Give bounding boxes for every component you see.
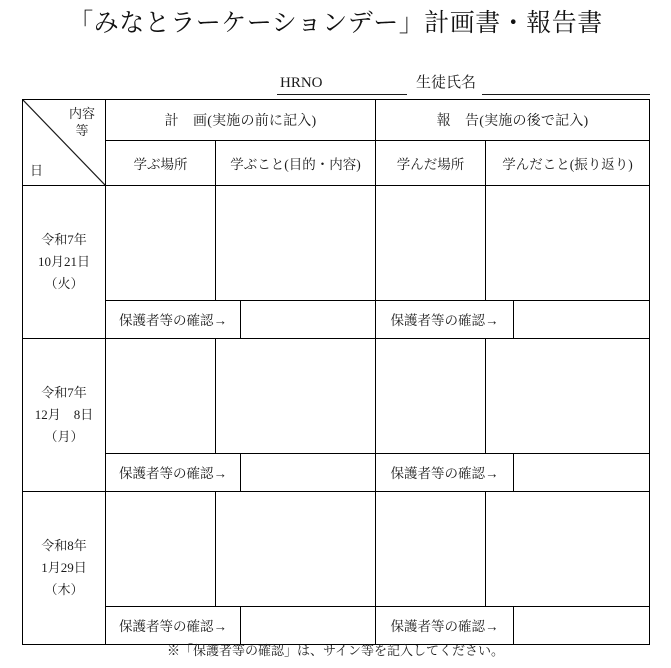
student-name-label-wrap xyxy=(416,72,482,94)
date-cell xyxy=(23,492,106,645)
sub-header-report-content: 学んだこと(振り返り) xyxy=(486,141,650,186)
guardian-sign-report[interactable] xyxy=(514,453,650,491)
guardian-confirm-label-plan: 保護者等の確認→ xyxy=(106,453,241,491)
student-name-input[interactable] xyxy=(482,72,650,95)
corner-content-line1: 内容 xyxy=(68,106,95,121)
entry-report-content[interactable] xyxy=(486,186,650,301)
corner-content-line2: 等 xyxy=(75,123,89,138)
footer-note: ※「保護者等の確認」は、サイン等を記入してください。 xyxy=(166,643,505,658)
date-line-3: （木） xyxy=(44,582,84,597)
entry-plan-place[interactable] xyxy=(106,339,216,454)
guardian-sign-plan[interactable] xyxy=(241,300,376,338)
guardian-confirm-row xyxy=(23,606,650,644)
guardian-confirm-row xyxy=(23,453,650,491)
guardian-sign-report[interactable] xyxy=(514,300,650,338)
date-line-2: 12月 8日 xyxy=(34,407,94,422)
guardian-sign-report[interactable] xyxy=(514,606,650,644)
table-row xyxy=(23,339,650,454)
date-cell xyxy=(23,339,106,492)
guardian-confirm-label-report: 保護者等の確認→ xyxy=(376,300,514,338)
date-line-1: 令和8年 xyxy=(41,538,87,553)
hrno-label: HRNO xyxy=(280,75,323,91)
sub-header-plan-place: 学ぶ場所 xyxy=(106,141,216,186)
entry-plan-place[interactable] xyxy=(106,186,216,301)
guardian-confirm-label-plan: 保護者等の確認→ xyxy=(106,300,241,338)
table-group-header-row xyxy=(23,100,650,141)
corner-content-label xyxy=(65,105,99,139)
guardian-sign-plan[interactable] xyxy=(241,606,376,644)
date-line-2: 1月29日 xyxy=(41,560,87,575)
entry-plan-content[interactable] xyxy=(216,186,376,301)
sub-header-report-place: 学んだ場所 xyxy=(376,141,486,186)
guardian-confirm-row xyxy=(23,300,650,338)
group-header-plan: 計 画(実施の前に記入) xyxy=(106,100,376,141)
table-row xyxy=(23,186,650,301)
guardian-confirm-label-report: 保護者等の確認→ xyxy=(376,453,514,491)
entry-plan-content[interactable] xyxy=(216,492,376,607)
date-line-3: （月） xyxy=(44,429,84,444)
date-cell xyxy=(23,186,106,339)
group-header-report: 報 告(実施の後で記入) xyxy=(376,100,650,141)
date-line-1: 令和7年 xyxy=(41,232,87,247)
guardian-confirm-label-report: 保護者等の確認→ xyxy=(376,606,514,644)
entry-plan-place[interactable] xyxy=(106,492,216,607)
entry-report-place[interactable] xyxy=(376,492,486,607)
sub-header-plan-content: 学ぶこと(目的・内容) xyxy=(216,141,376,186)
guardian-sign-plan[interactable] xyxy=(241,453,376,491)
identity-line xyxy=(0,72,671,98)
date-line-1: 令和7年 xyxy=(41,385,87,400)
hrno-field[interactable] xyxy=(277,72,407,95)
table-sub-header-row xyxy=(23,141,650,186)
date-line-2: 10月21日 xyxy=(37,254,90,269)
date-line-3: （火） xyxy=(44,276,84,291)
corner-header-cell xyxy=(23,100,106,186)
page-title: 「みなとラーケーションデー」計画書・報告書 xyxy=(68,10,603,37)
entry-report-content[interactable] xyxy=(486,492,650,607)
guardian-confirm-label-plan: 保護者等の確認→ xyxy=(106,606,241,644)
entry-report-content[interactable] xyxy=(486,339,650,454)
corner-date-label: 日 xyxy=(30,163,44,178)
laracation-form-table xyxy=(22,99,650,645)
student-name-label: 生徒氏名 xyxy=(416,75,477,91)
entry-report-place[interactable] xyxy=(376,339,486,454)
table-row xyxy=(23,492,650,607)
entry-plan-content[interactable] xyxy=(216,339,376,454)
entry-report-place[interactable] xyxy=(376,186,486,301)
